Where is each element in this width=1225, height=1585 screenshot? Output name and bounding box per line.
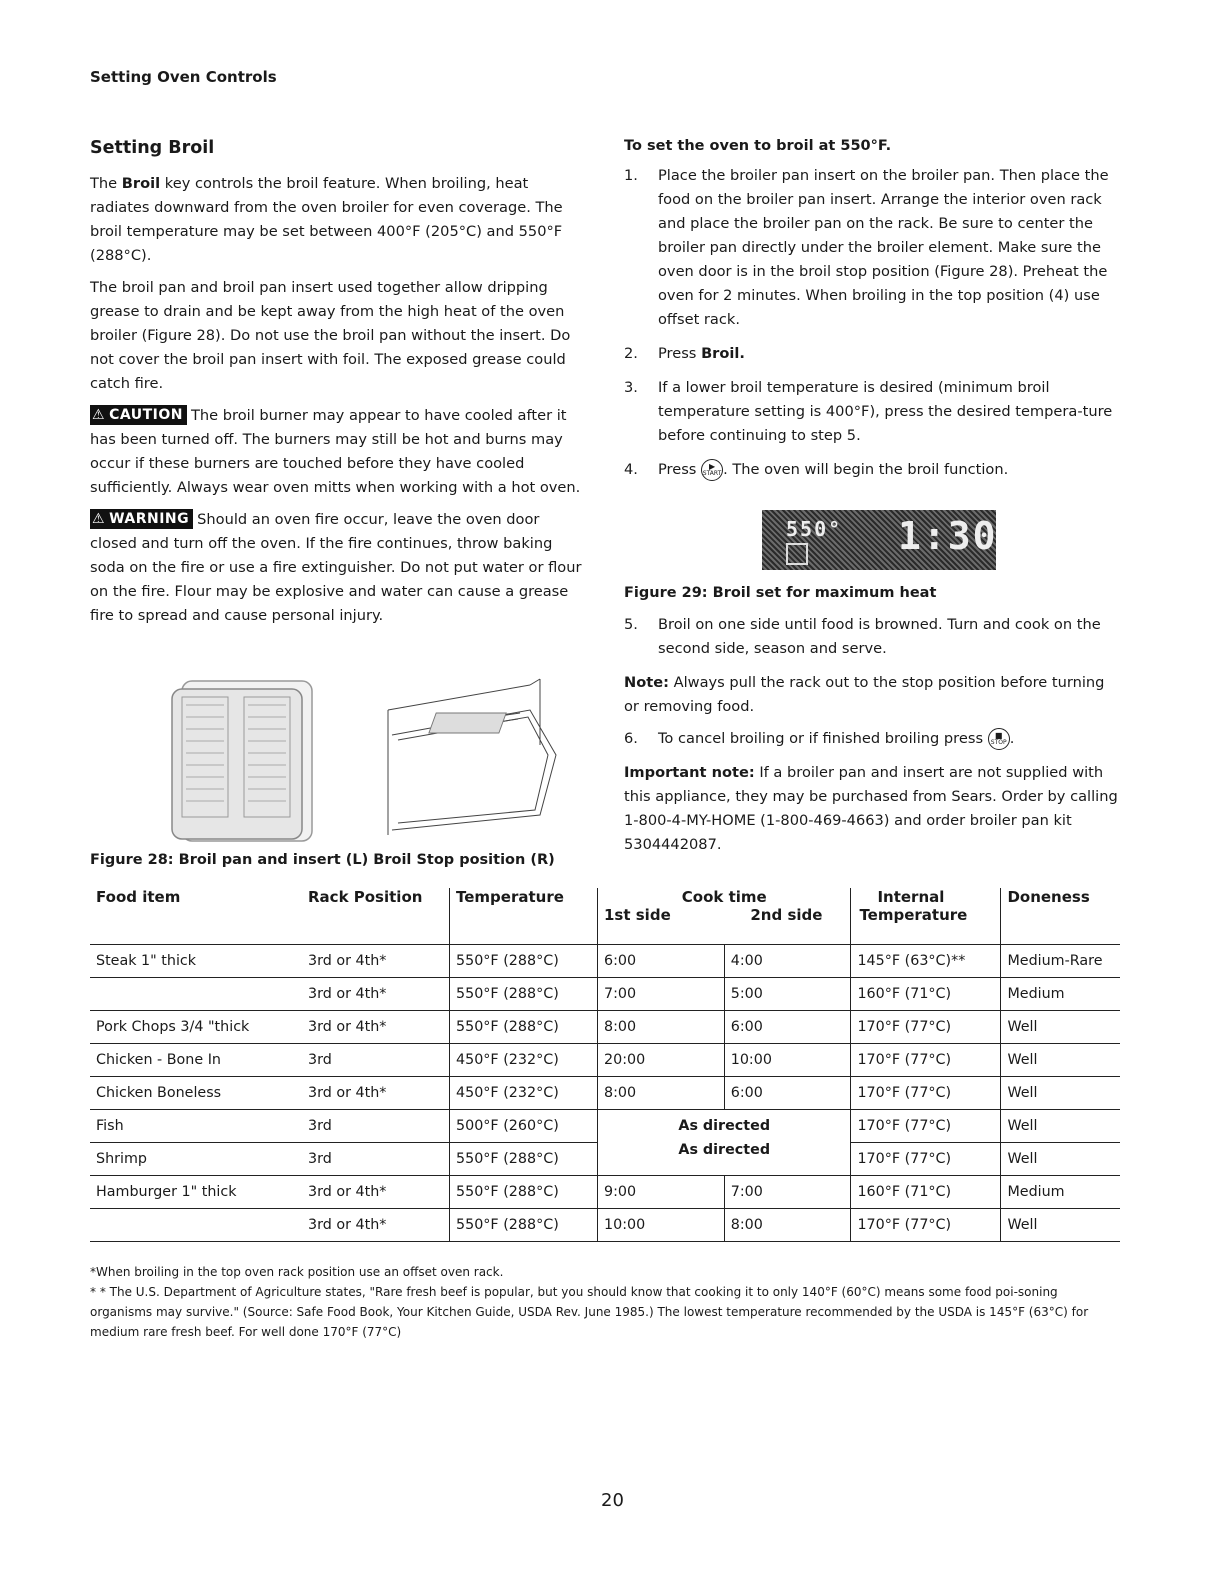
header-second-side: 2nd side — [750, 906, 823, 924]
warning-triangle-icon: ⚠ — [92, 511, 106, 527]
table-row: 3rd or 4th* 550°F (288°C) 7:00 5:00 160°F (71°C) Medium — [90, 977, 1120, 1010]
broil-pan-paragraph: The broil pan and broil pan insert used together allow dripping grease to drain and be kept away from the high heat of the oven broiler (Figure 28). Do not use the broil pan without the insert. Do not cover the broil pan insert with foil. The exposed grease could catch fire. — [90, 279, 571, 392]
broil-chart-table — [90, 888, 1120, 1242]
oven-display-panel — [762, 510, 996, 570]
header-food-item: Food item — [96, 888, 181, 906]
section-header: Setting Oven Controls — [90, 68, 277, 86]
broil-pan-illustration — [168, 675, 318, 847]
broil-550-title: To set the oven to broil at 550°F. — [624, 138, 892, 154]
footnote-offset-rack: *When broiling in the top oven rack position use an offset oven rack. — [90, 1265, 504, 1279]
broil-chart-body — [90, 944, 1120, 1241]
table-row: Pork Chops 3/4 "thick 3rd or 4th* 550°F (288°C) 8:00 6:00 170°F (77°C) Well — [90, 1010, 1120, 1043]
figure29-caption: Figure 29: Broil set for maximum heat — [624, 585, 937, 601]
setting-broil-title: Setting Broil — [90, 138, 215, 158]
header-doneness: Doneness — [1001, 888, 1120, 944]
header-temperature: Temperature — [450, 888, 598, 944]
page-number: 20 — [601, 1490, 624, 1511]
stop-button-icon: ■ STOP — [988, 728, 1010, 750]
broil-stop-position-illustration — [380, 675, 562, 837]
step-3: 3. If a lower broil temperature is desired (minimum broil temperature setting is 400°F), press the desired tempera-ture before continuing to step 5. — [624, 379, 1113, 444]
important-note-paragraph: Important note: If a broiler pan and insert are not supplied with this appliance, they may be purchased from Sears. Order by calling 1-800-4-MY-HOME (1-800-469-4663) and order broiler pan kit 5304442087. — [624, 764, 1118, 853]
table-row: Fish 3rd 500°F (260°C) As directed 170°F (77°C) Well — [90, 1109, 1120, 1142]
table-row: Hamburger 1" thick 3rd or 4th* 550°F (288°C) 9:00 7:00 160°F (71°C) Medium — [90, 1175, 1120, 1208]
caution-badge: ⚠ CAUTION — [90, 405, 187, 425]
header-rack-position: Rack Position — [308, 888, 423, 906]
header-cook-time: Cook time 1st side 2nd side — [598, 888, 851, 944]
header-internal-temperature: Internal Temperature — [851, 888, 1001, 944]
warning-badge: ⚠ WARNING — [90, 509, 193, 529]
step-1: 1. Place the broiler pan insert on the broiler pan. Then place the food on the broiler pan insert. Arrange the interior oven rack and place the broiler pan on the rack. Be sure to center the broiler pan directly under the broiler element. Make sure the oven door is in the broil stop position (Figure 28). Preheat the oven for 2 minutes. When broiling in the top position (4) use offset rack. — [624, 167, 1109, 328]
header-first-side: 1st side — [604, 906, 671, 924]
broil-intro-paragraph: The Broil key controls the broil feature. When broiling, heat radiates downward from the oven broiler for even coverage. The broil temperature may be set between 400°F (205°C) and 550°F (288°C). — [90, 175, 563, 264]
warning-paragraph: ⚠ WARNING Should an oven fire occur, leave the oven door closed and turn off the oven. If the fire continues, throw baking soda on the fire or use a fire extinguisher. Do not put water or flour on the fire. Flour may be explosive and water can cause a grease fire to spread and cause personal injury. — [90, 511, 582, 624]
step-6: 6. To cancel broiling or if finished broiling press ■ STOP . — [624, 727, 1124, 751]
broil-key-label: Broil — [121, 175, 161, 192]
broil-steps-list — [624, 164, 1124, 482]
table-row: Chicken Boneless 3rd or 4th* 450°F (232°C) 8:00 6:00 170°F (77°C) Well — [90, 1076, 1120, 1109]
table-row: Chicken - Bone In 3rd 450°F (232°C) 20:00 10:00 170°F (77°C) Well — [90, 1043, 1120, 1076]
right-column-lower — [624, 585, 1124, 865]
step-5: 5. Broil on one side until food is browned. Turn and cook on the second side, season and serve. — [624, 616, 1101, 657]
broil-indicator-icon — [786, 543, 808, 565]
start-button-icon: ▶ START — [701, 459, 723, 481]
step-4: 4. Press ▶ START . The oven will begin the broil function. — [624, 458, 1124, 482]
table-row: Steak 1" thick 3rd or 4th* 550°F (288°C) 6:00 4:00 145°F (63°C)** Medium-Rare — [90, 944, 1120, 977]
footnotes — [90, 1262, 1120, 1342]
caution-paragraph: ⚠ CAUTION The broil burner may appear to have cooled after it has been turned off. The burners may still be hot and burns may occur if these burners are touched before they have cooled sufficiently. Always wear oven mitts when working with a hot oven. — [90, 407, 581, 496]
warning-triangle-icon: ⚠ — [92, 407, 106, 423]
display-temperature: 550° — [786, 517, 843, 541]
left-column — [90, 138, 590, 636]
right-column — [624, 138, 1124, 492]
table-row: 3rd or 4th* 550°F (288°C) 10:00 8:00 170°F (77°C) Well — [90, 1208, 1120, 1241]
step-2: 2. Press Broil. — [624, 345, 745, 362]
table-row: Shrimp 3rd 550°F (288°C) As directed 170°F (77°C) Well — [90, 1142, 1120, 1175]
display-time: 1:30 — [898, 514, 998, 558]
figure28-caption: Figure 28: Broil pan and insert (L) Broil Stop position (R) — [90, 852, 555, 868]
note-paragraph: Note: Always pull the rack out to the stop position before turning or removing food. — [624, 674, 1105, 715]
footnote-usda: * * The U.S. Department of Agriculture states, "Rare fresh beef is popular, but you should know that cooking it to only 140°F (60°C) means some food poi-soning organisms may survive." (Source: Safe Food Book, Your Kitchen Guide, USDA Rev. June 1985.) The lowest temperature recommended by the USDA is 145°F (63°C) for medium rare fresh beef. For well done 170°F (77°C) — [90, 1285, 1089, 1339]
